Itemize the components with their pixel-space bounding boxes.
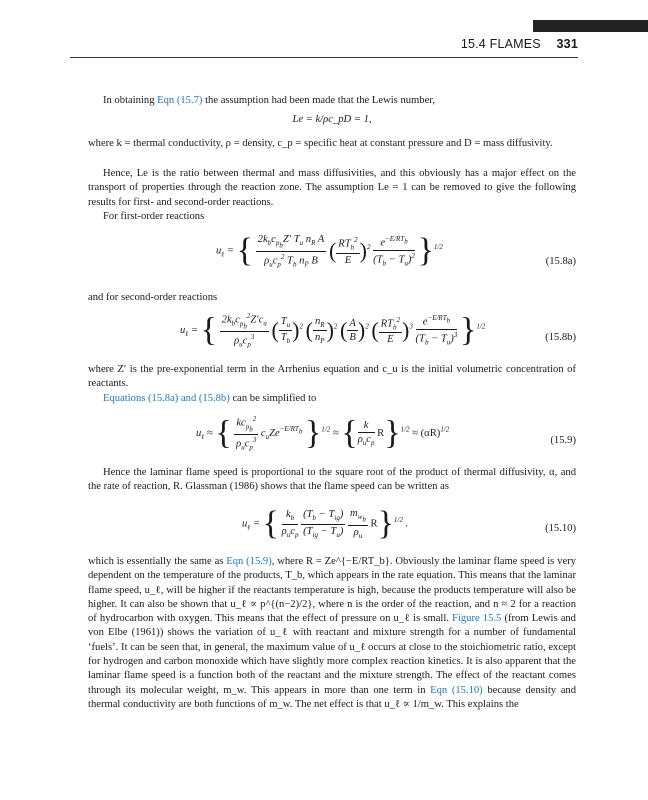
para1-text-end: the assumption had been made that the Lewis number, — [202, 95, 436, 106]
eq-10-formula: $u_\ell$ = { $\frac{k_b}{\rho_uc_p}$ $\frac{(T_b - T_{ig})}{(T_{ig} - T_u)}$ $\frac{m_{w_b}}{\rho_u}$ R}$^{1/2}$ . — [242, 505, 409, 542]
eq-8a-formula: $u_\ell$ = { $\frac{2k_bc_{p_b}Z' T_u n_R A}{\rho_uc_p^2 T_b n_P B}$ ( $\frac{RT_b^2}{E}$ )$^2$ $\frac{e^{-E/RT_b}}{(T_b - T_u)^2}$ }$^{1/2}$ — [216, 232, 443, 270]
eq-8b-formula: $u_\ell$ = { $\frac{2k_bc_{p_b}^2Z'c_u}{\rho_uc_p^3}$ ( $\frac{T_u}{T_b}$ )$^2$ ( $\frac{n_R}{n_P}$ )$^2$ ( $\frac{A}{B}$ )$^2$ ( $\frac{RT_b^2}{E}$ )$^3$ $\frac{e^{-E/RT_b}}{(T_b - T_u)^3}$ }$^{1/2}$ — [180, 311, 486, 349]
paragraph-8: Hence the laminar flame speed is proportional to the square root of the product of thermal diffusivity, α, and the rate of reaction, R. Glassman (1986) shows that the flame speed can be written as — [88, 467, 576, 493]
eq-8a-number: (15.8a) — [545, 256, 576, 267]
paragraph-9 — [88, 555, 576, 712]
para1-text: In obtaining — [103, 95, 158, 106]
equation-15-10 — [88, 505, 576, 551]
para9-text-1: which is essentially the same as — [88, 556, 227, 567]
header-rule — [70, 57, 578, 58]
eq-10-number: (15.10) — [545, 523, 576, 534]
paragraph-3: Hence, Le is the ratio between thermal and mass diffusivities, and this obviously has a major effect on the transport of properties through the reaction zone. The assumption Le = 1 can be removed to give the following results for first- and second-order reactions. — [88, 168, 576, 208]
para9-text-4: because density and thermal conductivity are both functions of m_w. The net effect is that u_ℓ ∝ 1/m_w. This explains the — [88, 684, 576, 710]
para9-text-2: , where R = Ze^{−E/RT_b}. Obviously the laminar flame speed is very dependent on the temperature of the products, T_b, which appears in the rate equation. This means that the laminar flame speed, u_ℓ, will be higher if the reactants temperature is high, because the products temperature will also be higher. It can also be shown that u_ℓ ∝ p^{(n−2)/2}, where n is the order of the reaction, and n ≈ 2 for a reaction of hydrocarbon with oxygen. This means that the effect of pressure on u_ℓ is small. — [88, 556, 576, 625]
eq-8b-number: (15.8b) — [545, 332, 576, 343]
eqn-15-7-link[interactable]: Eqn (15.7) — [157, 95, 203, 106]
paragraph-6: where Z′ is the pre-exponential term in the Arrhenius equation and c_u is the initial volumetric concentration of reactants. — [88, 364, 576, 390]
equation-15-8a — [88, 232, 576, 284]
paragraph-4: For first-order reactions — [103, 211, 205, 222]
equation-15-9 — [88, 413, 576, 463]
eqn-15-9-link[interactable]: Eqn (15.9) — [226, 556, 272, 567]
paragraph-1 — [88, 94, 576, 108]
equation-15-8b — [88, 310, 576, 360]
eq-9-number: (15.9) — [550, 435, 576, 446]
paragraph-5: and for second-order reactions — [88, 292, 218, 303]
header-bar — [533, 20, 648, 32]
section-title: 15.4 FLAMES — [460, 37, 541, 51]
paragraph-2: where k = thermal conductivity, ρ = density, c_p = specific heat at constant pressure and D = mass diffusivity. — [88, 138, 553, 149]
para7-text: can be simplified to — [229, 393, 317, 404]
figure-15-5-link[interactable]: Figure 15.5 — [452, 613, 502, 625]
paragraph-7 — [88, 392, 576, 406]
page-number: 331 — [556, 37, 578, 51]
para9-text-3: (from Lewis and von Elbe (1961)) shows the variation of u_ℓ with reactant and mixture strength for a number of fundamental ‘fuels’. It can be seen that, in general, the maximum value of u_ℓ occurs at close to the stoichiometric ratio, except for hydrogen and carbon monoxide which have slightly more complex reaction kinetics. It is also apparent that the laminar flame speed is a function both of the reactant and the mixture strength. The effect of the reactant comes through its molecular weight, m_w. This appears in more than one term in — [88, 613, 576, 696]
lewis-equation: Le = k/ρc_pD = 1, — [292, 114, 372, 125]
eqn-15-10-link[interactable]: Eqn (15.10) — [430, 684, 483, 696]
eq-9-formula: $u_\ell$ ≈ { $\frac{kc_{p_b}^2}{\rho_uc_p^3}$ $c_uZe^{-E/RT_b}$ }$^{1/2}$ ≈ { $\frac{k}{\rho_uc_p}$ $R\}^{1/2} \approx (\alpha R)^{1/2}$ — [196, 414, 450, 452]
running-header — [461, 37, 578, 51]
eqn-15-8-link[interactable]: Equations (15.8a) and (15.8b) — [103, 393, 230, 404]
